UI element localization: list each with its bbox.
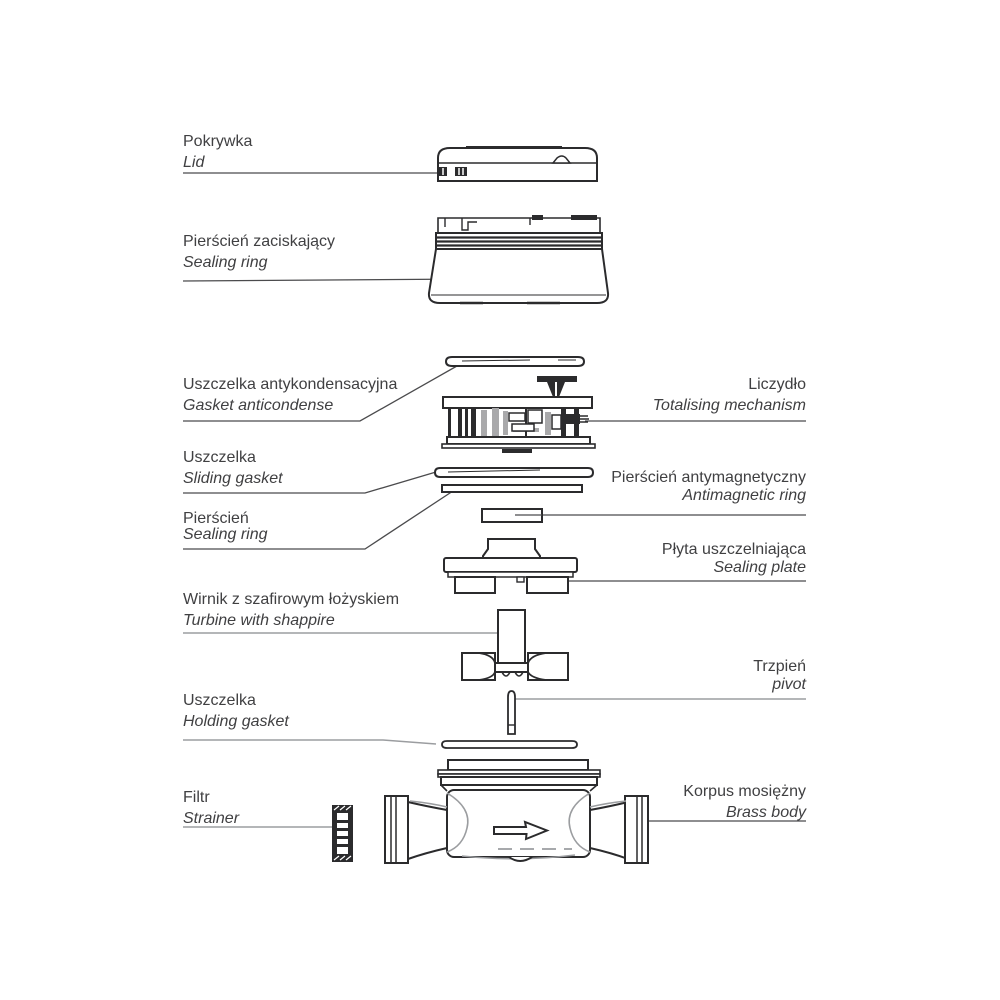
label-pivot [753,658,806,694]
label-strainer [183,787,239,829]
label-turbine [183,589,399,631]
holding-gasket-drawing [442,741,577,748]
label-strainer-en: Strainer [183,810,240,827]
label-clamping-ring-pl: Pierścień zaciskający [183,233,336,250]
label-sealing-ring-en: Sealing ring [183,526,268,543]
clamping-ring-drawing [429,215,608,303]
label-clamping-ring [183,231,335,273]
label-holding-gasket-en: Holding gasket [183,713,289,730]
label-turbine-pl: Wirnik z szafirowym łożyskiem [183,591,400,608]
label-brass-body-pl: Korpus mosiężny [683,783,806,800]
label-holding-gasket [183,690,289,732]
label-sealing-ring-pl: Pierścień [183,510,249,527]
label-pivot-pl: Trzpień [753,658,806,675]
label-pivot-en: pivot [772,676,806,693]
label-lid [183,131,252,173]
label-sliding-gasket-pl: Uszczelka [183,449,256,466]
strainer-drawing [332,805,353,862]
label-clamping-ring-en: Sealing ring [183,254,268,271]
sliding-gasket-drawing [435,468,593,477]
label-strainer-pl: Filtr [183,789,210,806]
antimagnetic-ring-drawing [482,509,542,522]
sealing-plate-drawing [444,539,577,593]
label-antimagnetic-ring-pl: Pierścień antymagnetyczny [611,469,806,486]
label-antimagnetic-ring-en: Antimagnetic ring [682,487,806,504]
label-turbine-en: Turbine with shappire [183,612,335,629]
label-totaliser-pl: Liczydło [748,376,806,393]
label-holding-gasket-pl: Uszczelka [183,692,256,709]
label-antimagnetic-ring [611,469,806,505]
brass-body-drawing [385,760,648,863]
totalising-mechanism-drawing [442,376,595,453]
anticondense-gasket-drawing [446,357,584,366]
label-sealing-plate [662,541,806,577]
label-anticondense-en: Gasket anticondense [183,397,334,414]
label-totaliser-en: Totalising mechanism [652,397,806,414]
label-lid-en: Lid [183,154,205,171]
lid-drawing [438,146,597,181]
pivot-drawing [508,691,515,734]
label-sliding-gasket-en: Sliding gasket [183,470,283,487]
label-sealing-plate-pl: Płyta uszczelniająca [661,541,806,558]
turbine-drawing [462,610,568,680]
label-brass-body-en: Brass body [725,804,806,821]
label-lid-pl: Pokrywka [183,133,253,150]
label-anticondense-pl: Uszczelka antykondensacyjna [183,376,398,393]
label-sealing-ring [183,511,268,543]
label-sealing-plate-en: Sealing plate [713,559,806,576]
label-totaliser [653,374,806,416]
label-sliding-gasket [183,447,283,489]
sealing-ring-drawing [442,485,582,492]
label-brass-body [683,781,806,823]
label-anticondense [183,374,397,416]
